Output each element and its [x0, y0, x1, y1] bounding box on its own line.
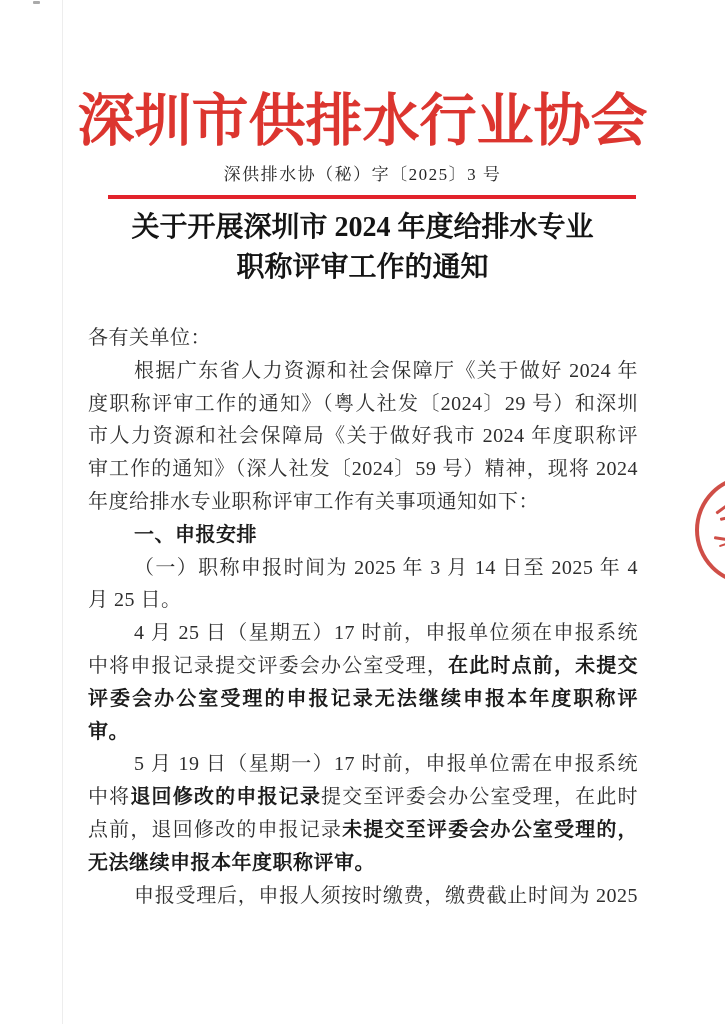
- body-line: [88, 814, 638, 847]
- body-text-bold: 无法继续申报本年度职称评审。: [88, 851, 375, 874]
- body-line: [88, 519, 638, 552]
- body-line: [88, 617, 638, 650]
- body-text-bold: 未提交至评委会办公室受理的，: [342, 818, 638, 841]
- body-text-bold: 在此时点前，未提交: [448, 654, 638, 677]
- body-line: [88, 584, 638, 617]
- body-line: [88, 650, 638, 683]
- body-text-bold: 一、申报安排: [134, 523, 257, 546]
- red-rule: [108, 195, 636, 199]
- body-text: 中将申报记录提交评委会办公室受理，: [88, 654, 449, 677]
- document-title-line1: 关于开展深圳市 2024 年度给排水专业: [131, 212, 594, 243]
- body-text-bold: 评委会办公室受理的申报记录无法继续申报本年度职称评: [88, 687, 638, 710]
- seal-text-fragment: [715, 504, 725, 514]
- document-title: [0, 208, 725, 288]
- body-line: [88, 781, 638, 814]
- body-line: [88, 453, 638, 486]
- body-text: 市人力资源和社会保障局《关于做好我市 2024 年度职称评: [88, 425, 638, 448]
- body-line: [88, 880, 638, 913]
- seal-text-fragment: [714, 536, 725, 541]
- body-line: [88, 748, 638, 781]
- body-line: [88, 322, 638, 355]
- seal-text-fragment: [719, 543, 725, 547]
- body-text: 审工作的通知》（深人社发〔2024〕59 号）精神，现将 2024: [88, 458, 638, 481]
- doc-number: 深供排水协（秘）字〔2025〕3 号: [223, 165, 502, 184]
- body-text: 月 25 日。: [88, 589, 182, 612]
- body-text: 点前，退回修改的申报记录: [88, 818, 343, 841]
- body-text: 年度给排水专业职称评审工作有关事项通知如下：: [88, 490, 539, 513]
- body-text: 度职称评审工作的通知》（粤人社发〔2024〕29 号）和深圳: [88, 392, 638, 415]
- document-title-line2: 职称评审工作的通知: [236, 252, 489, 283]
- body-text: 4 月 25 日（星期五）17 时前，申报单位须在申报系统: [134, 622, 638, 645]
- body-text: 中将: [88, 786, 131, 809]
- body-line: [88, 486, 638, 519]
- body-line: [88, 355, 638, 388]
- body-line: [88, 552, 638, 585]
- body-line: [88, 716, 638, 749]
- seal-text-fragment: [720, 516, 725, 521]
- scan-speck: [33, 1, 40, 4]
- document-body: [88, 322, 638, 912]
- body-line: [88, 388, 638, 421]
- letterhead-title: 深圳市供排水行业协会: [77, 90, 648, 153]
- body-text: 根据广东省人力资源和社会保障厅《关于做好 2024 年: [134, 359, 638, 382]
- body-text: 申报受理后，申报人须按时缴费，缴费截止时间为 2025: [134, 884, 638, 907]
- body-text: 5 月 19 日（星期一）17 时前，申报单位需在申报系统: [134, 753, 638, 776]
- body-text-bold: 审。: [88, 720, 129, 743]
- body-text: （一）职称申报时间为 2025 年 3 月 14 日至 2025 年 4: [134, 556, 638, 579]
- official-seal: [695, 475, 725, 585]
- body-line: [88, 683, 638, 716]
- body-text-bold: 退回修改的申报记录: [130, 786, 321, 809]
- body-text: 提交至评委会办公室受理，在此时: [321, 786, 638, 809]
- body-text: 各有关单位：: [88, 327, 211, 349]
- body-line: [88, 847, 638, 880]
- body-line: [88, 420, 638, 453]
